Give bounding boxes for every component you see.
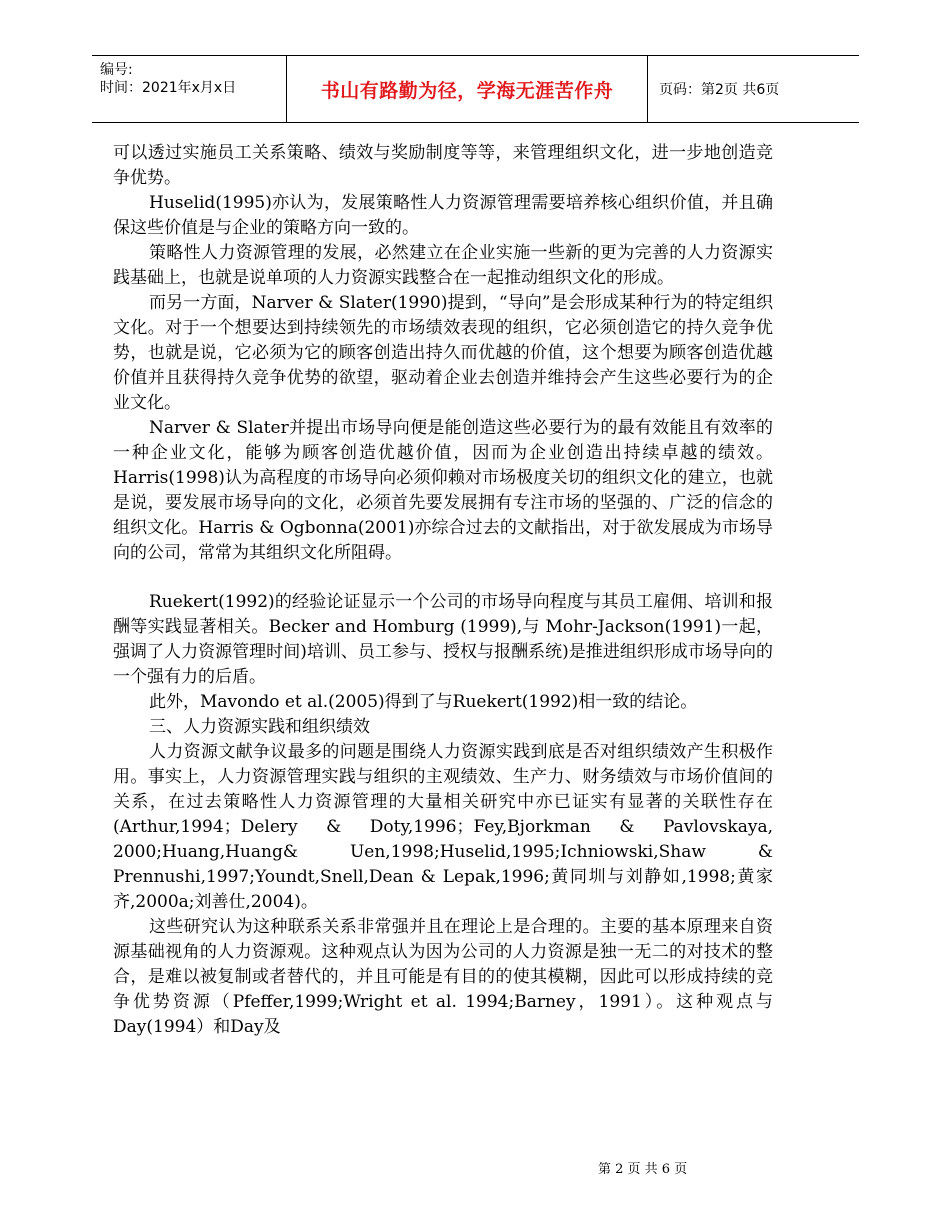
header-page-number: 页码：第2页 共6页 — [659, 82, 780, 98]
paragraph: Huselid(1995)亦认为，发展策略性人力资源管理需要培养核心组织价值，并且确保这些价值是与企业的策略方向一致的。 — [113, 193, 773, 238]
header-motto: 书山有路勤为径，学海无涯苦作舟 — [320, 79, 614, 102]
paragraph: 此外，Mavondo et al.(2005)得到了与Ruekert(1992)相一致的结论。 — [149, 692, 698, 712]
paragraph-gap — [113, 566, 773, 590]
header-meta-cell — [92, 56, 286, 122]
paragraph: 策略性人力资源管理的发展，必然建立在企业实施一些新的更为完善的人力资源实践基础上，也就是说单项的人力资源实践整合在一起推动组织文化的形成。 — [113, 243, 773, 288]
paragraph: Narver & Slater并提出市场导向便是能创造这些必要行为的最有效能且有效率的一种企业文化，能够为顾客创造优越价值，因而为企业创造出持续卓越的绩效。Harris(1998)认为高程度的市场导向必须仰赖对市场极度关切的组织文化的建立，也就是说，要发展市场导向的文化，必须首先要发展拥有专注市场的坚强的、广泛的信念的组织文化。Harris & Ogbonna(2001)亦综合过去的文献指出，对于欲发展成为市场导向的公司，常常为其组织文化所阻碍。 — [113, 418, 773, 563]
document-number-label: 编号: — [100, 62, 133, 78]
paragraph: 可以透过实施员工关系策略、绩效与奖励制度等等，来管理组织文化，进一步地创造竞争优势。 — [113, 143, 773, 188]
document-body — [113, 141, 773, 1040]
page-footer: 第 2 页 共 6 页 — [598, 1162, 688, 1177]
header-page-cell — [647, 56, 859, 122]
section-heading: 三、人力资源实践和组织绩效 — [149, 717, 370, 737]
paragraph: 这些研究认为这种联系关系非常强并且在理论上是合理的。主要的基本原理来自资源基础视角的人力资源观。这种观点认为因为公司的人力资源是独一无二的对技术的整合，是难以被复制或者替代的，并且可能是有目的的使其模糊，因此可以形成持续的竞争优势资源（Pfeffer,1999;Wright et al. 1994;Barney，1991）。这种观点与Day(1994）和Day及 — [113, 917, 773, 1037]
page-header — [92, 55, 859, 123]
paragraph: 而另一方面，Narver & Slater(1990)提到，“导向”是会形成某种行为的特定组织文化。对于一个想要达到持续领先的市场绩效表现的组织，它必须创造它的持久竞争优势，也就是说，它必须为它的顾客创造出持久而优越的价值，这个想要为顾客创造优越价值并且获得持久竞争优势的欲望，驱动着企业去创造并维持会产生这些必要行为的企业文化。 — [113, 293, 773, 413]
header-motto-cell — [286, 56, 648, 122]
paragraph: Ruekert(1992)的经验论证显示一个公司的市场导向程度与其员工雇佣、培训和报酬等实践显著相关。Becker and Homburg (1999),与 Mohr-Jackson(1991)一起，强调了人力资源管理时间)培训、员工参与、授权与报酬系统)是推进组织形成市场导向的一个强有力的后盾。 — [113, 592, 773, 687]
paragraph: 人力资源文献争议最多的问题是围绕人力资源实践到底是否对组织绩效产生积极作用。事实上，人力资源管理实践与组织的主观绩效、生产力、财务绩效与市场价值间的关系，在过去策略性人力资源管理的大量相关研究中亦已证实有显著的关联性存在(Arthur,1994；Delery & Doty,1996；Fey,Bjorkman & Pavlovskaya, 2000;Huang,Huang& Uen,1998;Huselid,1995;Ichniowski,Shaw & Prennushi,1997;Youndt,Snell,Dean & Lepak,1996;黄同圳与刘静如,1998;黄家齐,2000a;刘善仕,2004)。 — [113, 742, 773, 912]
document-time-label: 时间：2021年x月x日 — [100, 80, 237, 96]
